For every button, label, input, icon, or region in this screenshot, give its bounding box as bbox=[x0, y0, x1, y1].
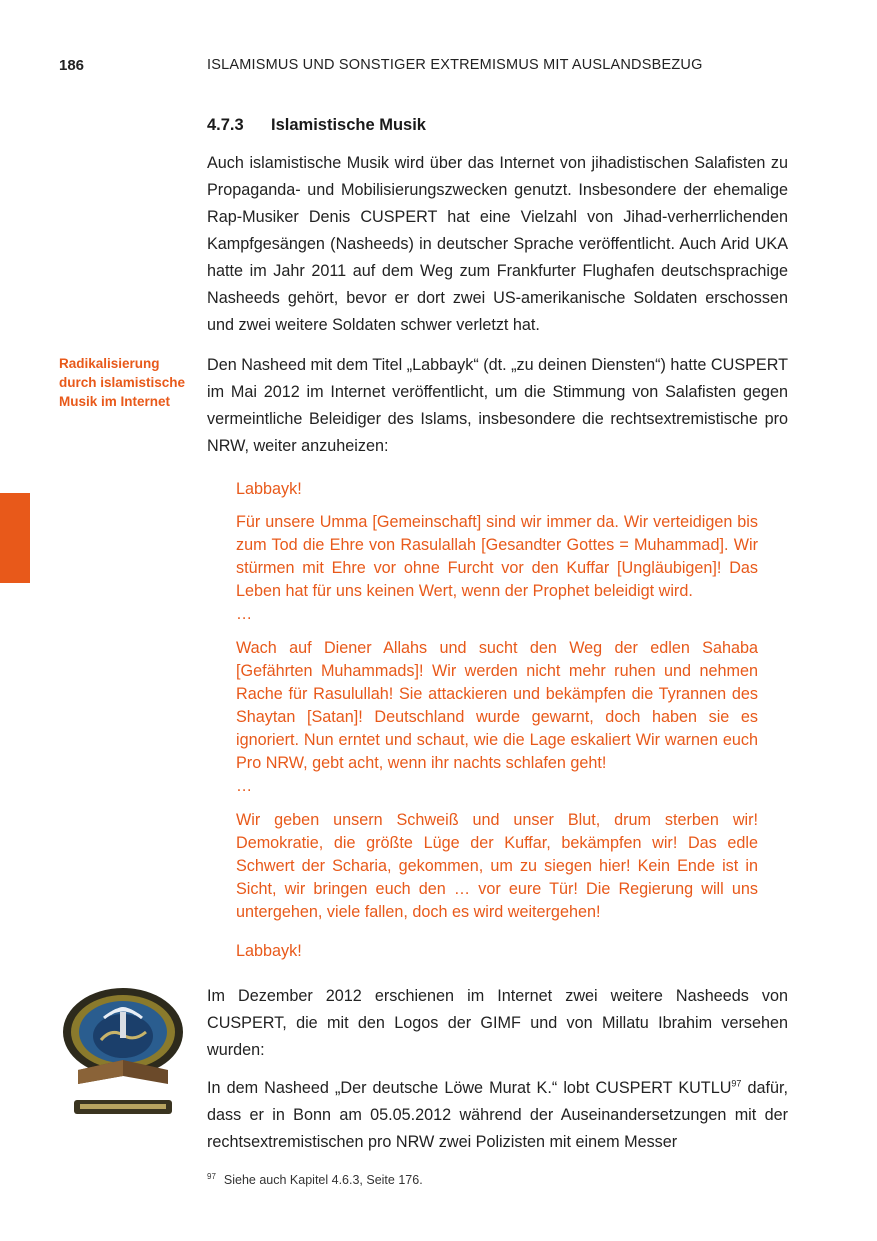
page-number: 186 bbox=[59, 57, 85, 74]
stanza-2-ellipsis: … bbox=[236, 777, 253, 795]
quote-closing: Labbayk! bbox=[236, 942, 302, 960]
paragraph-4 bbox=[207, 1075, 788, 1156]
section-title: Islamistische Musik bbox=[271, 116, 426, 134]
quote-stanza-3: Wir geben unsern Schweiß und unser Blut, drum sterben wir! Demokratie, die größte Lüge der Kuffar, bekämpfen wir! Das edle Schwert der Scharia, gekommen, um zu siegen hier! Kein Ende ist in Sicht, wir bringen euch den … vor eure Tür! Die Regierung will uns untergehen, viele fallen, doch es wird weitergehen! bbox=[236, 811, 758, 921]
paragraph-4-cont: dafür, dass er in Bonn am 05.05.2012 während der Auseinandersetzungen mit der rechtsextremistischen pro NRW zwei Polizisten mit einem Messer bbox=[207, 1079, 788, 1151]
stanza-1-text: Für unsere Umma [Gemeinschaft] sind wir immer da. Wir verteidigen bis zum Tod die Ehre von Rasulallah [Gesandter Gottes = Muhammad]. Wir stürmen mit Ehre vor ohne Furcht vor den Kuffar [Ungläubigen]! Das Leben hat für uns keinen Wert, wenn der Prophet beleidigt wird. bbox=[236, 513, 758, 600]
margin-note: Radikalisierung durch islamistische Musik im Internet bbox=[59, 356, 186, 409]
section-number: 4.7.3 bbox=[207, 116, 244, 134]
stanza-1-ellipsis: … bbox=[236, 605, 253, 623]
paragraph-3: Im Dezember 2012 erschienen im Internet zwei weitere Nasheeds von CUSPERT, die mit den Logos der GIMF und von Millatu Ibrahim versehen wurden: bbox=[207, 987, 788, 1059]
chapter-tab-marker bbox=[0, 493, 30, 583]
quote-stanza-2 bbox=[236, 637, 758, 798]
stanza-2-text: Wach auf Diener Allahs und sucht den Weg der edlen Sahaba [Gefährten Muhammads]! Wir werden nicht mehr ruhen und nehmen Rache für Rasulullah! Sie attackieren und bekämpfen die Tyrannen des Shaytan [Satan]! Deutschland wurde gewarnt, doch haben sie es ignoriert. Nun erntet und schaut, wie die Lage eskaliert Wir warnen euch Pro NRW, gebt acht, wenn ihr nachts schlafen geht! bbox=[236, 639, 758, 772]
footnote bbox=[207, 1172, 423, 1187]
footnote-text: Siehe auch Kapitel 4.6.3, Seite 176. bbox=[223, 1173, 423, 1188]
running-head: ISLAMISMUS UND SONSTIGER EXTREMISMUS MIT AUSLANDSBEZUG bbox=[207, 57, 703, 73]
footnote-reference[interactable]: 97 bbox=[731, 1078, 742, 1089]
quote-stanza-1 bbox=[236, 511, 758, 626]
section-heading bbox=[207, 116, 426, 135]
footnote-number: 97 bbox=[207, 1172, 216, 1181]
gimf-logo-image bbox=[56, 980, 190, 1120]
paragraph-1: Auch islamistische Musik wird über das Internet von jihadistischen Salafisten zu Propaganda- und Mobilisierungszwecken genutzt. Insbesondere der ehemalige Rap-Musiker Denis CUSPERT hat eine Vielzahl von Jihad-verherrlichenden Kampfgesängen (Nasheeds) in deutscher Sprache veröffentlicht. Auch Arid UKA hatte im Jahr 2011 auf dem Weg zum Frankfurter Flughafen deutschsprachige Nasheeds gehört, bevor er dort zwei US-amerikanische Soldaten erschossen und zwei weitere Soldaten schwer verletzt hat. bbox=[207, 154, 788, 334]
quote-opening: Labbayk! bbox=[236, 480, 302, 498]
paragraph-2: Den Nasheed mit dem Titel „Labbayk“ (dt. „zu deinen Diensten“) hatte CUSPERT im Mai 2012 im Internet veröffentlicht, um die Stimmung von Salafisten gegen vermeintliche Beleidiger des Islams, insbesondere die rechtsextremistische pro NRW, weiter anzuheizen: bbox=[207, 356, 788, 455]
paragraph-4-start: In dem Nasheed „Der deutsche Löwe Murat K.“ lobt CUSPERT KUTLU bbox=[207, 1079, 732, 1097]
